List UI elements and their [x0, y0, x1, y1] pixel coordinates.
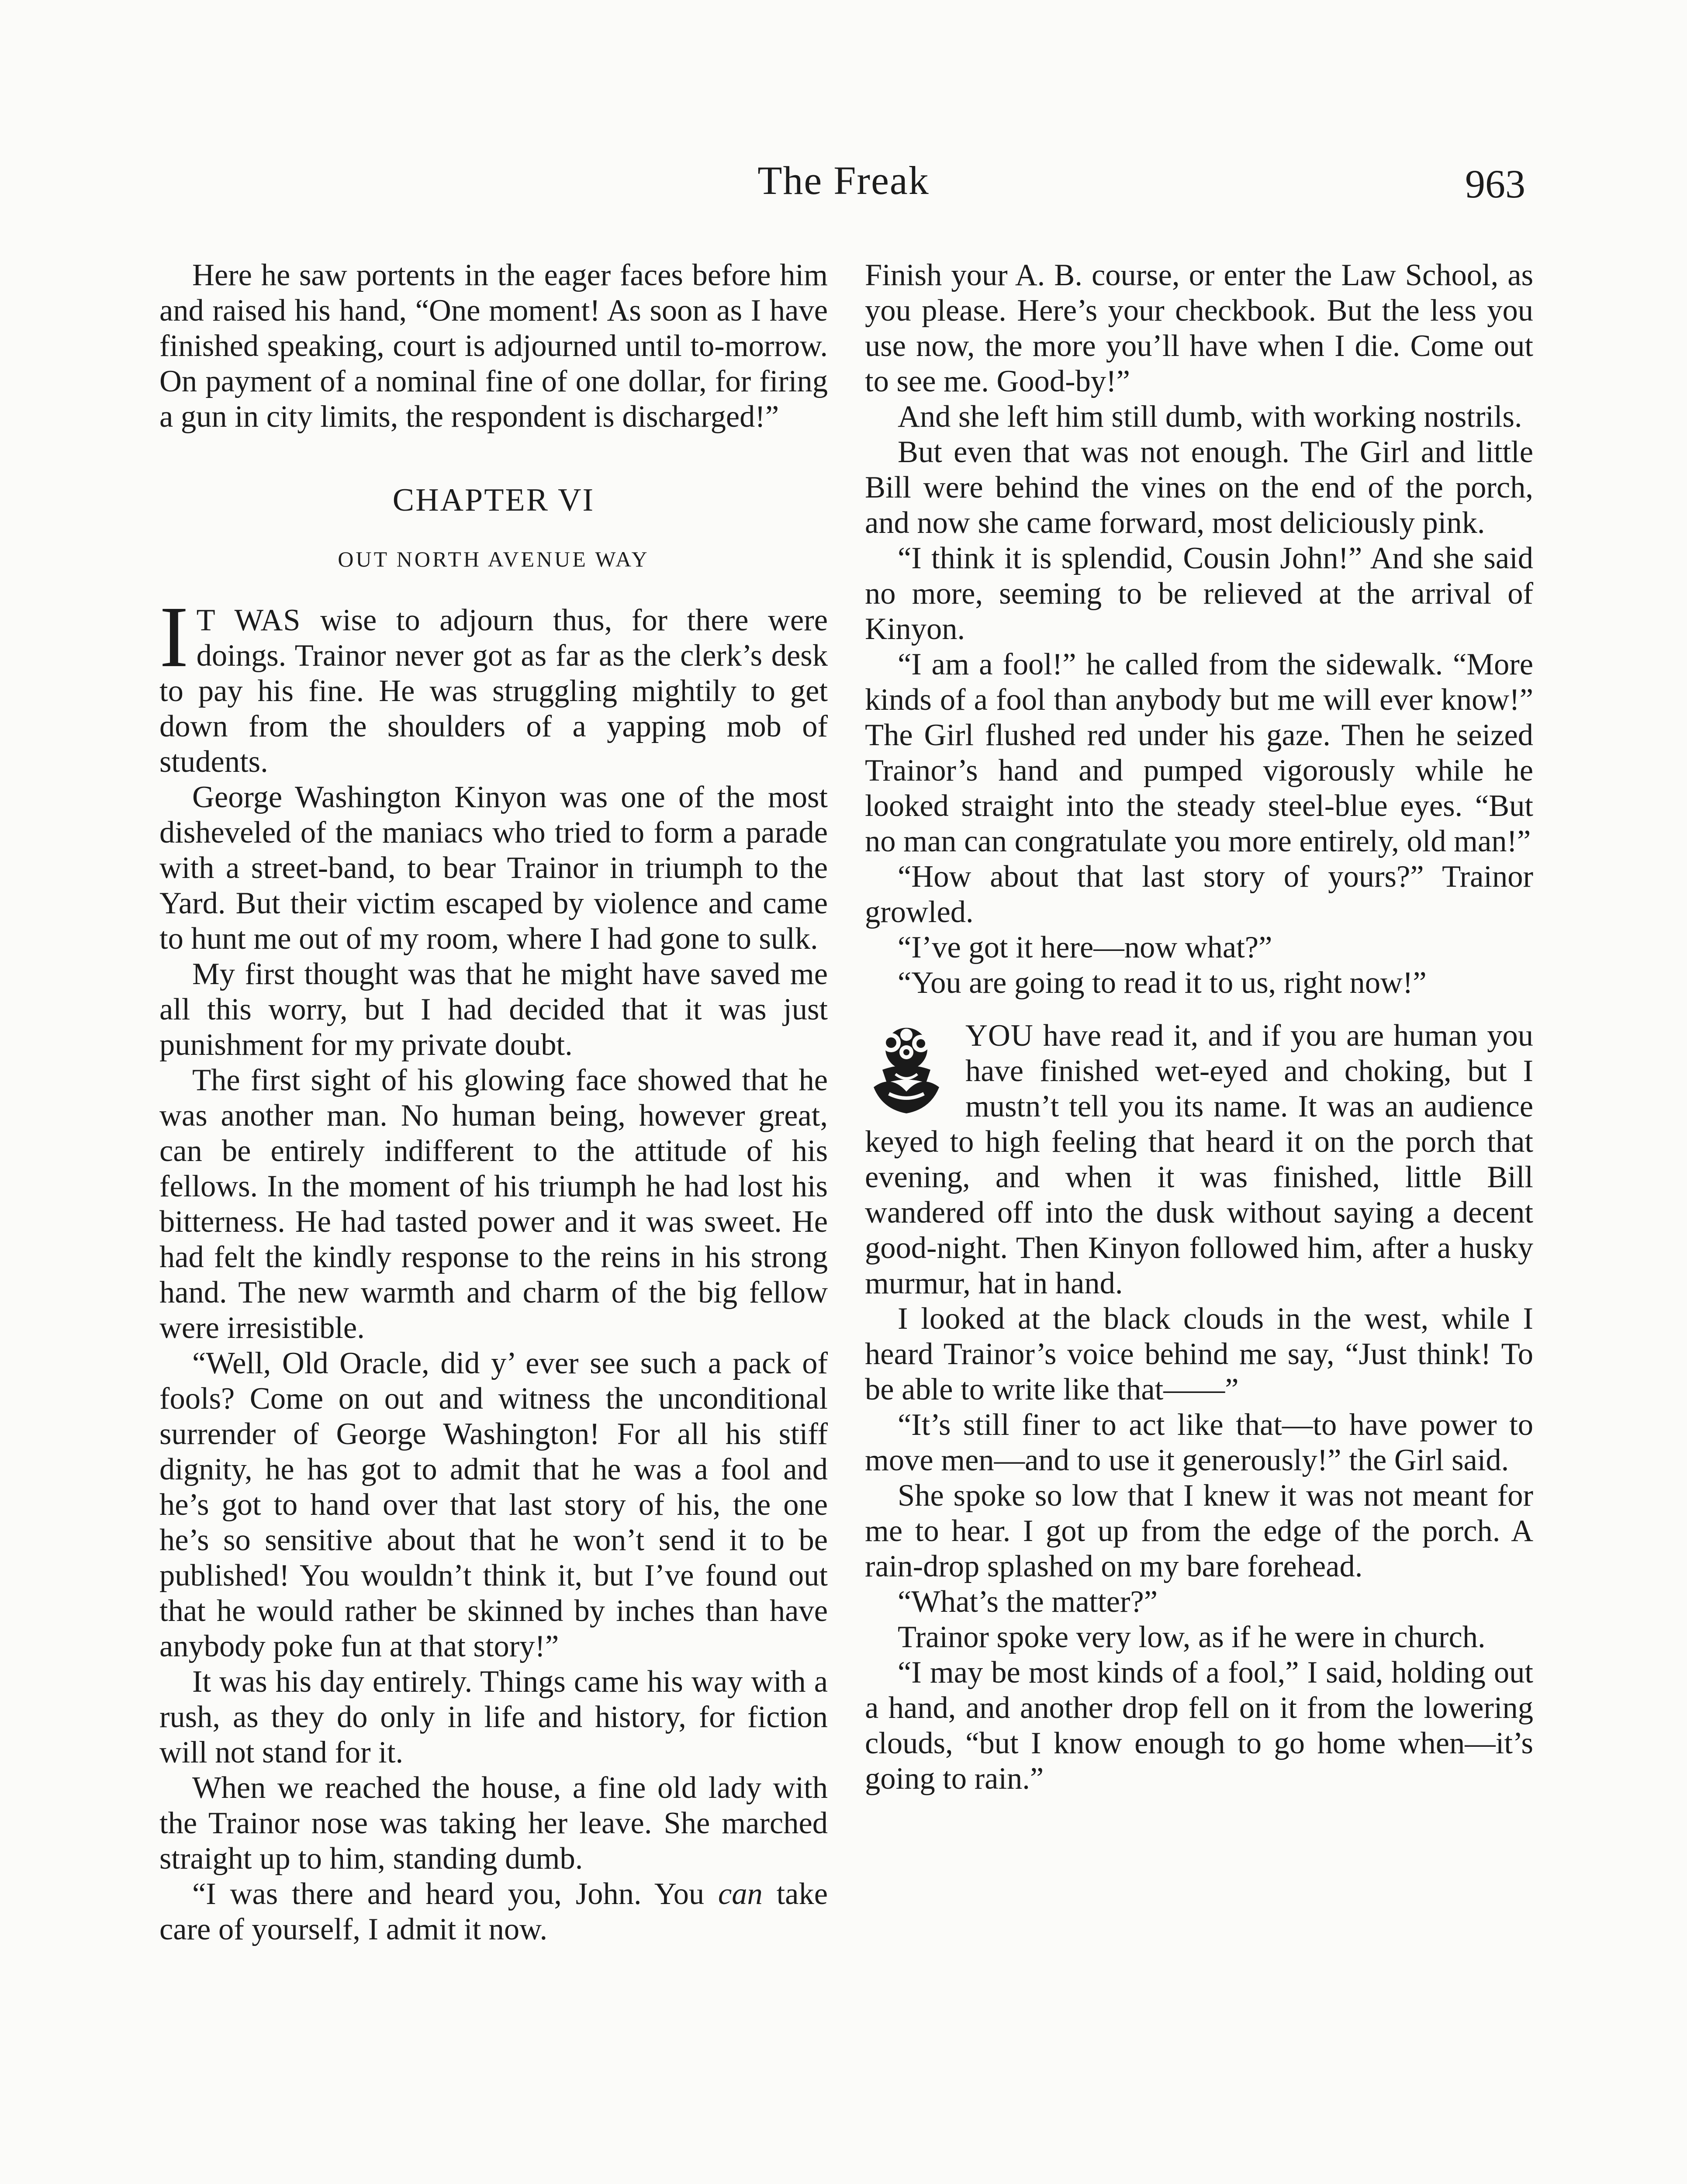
paragraph-text: wise to adjourn thus, for there were doings. Trainor never got as far as the clerk’s desk to pay his fine. He was struggling mightily to get down from the shoulders of a yapping mob of students.: [159, 603, 828, 779]
running-title: The Freak: [757, 158, 930, 203]
paragraph: “You are going to read it to us, right now!”: [898, 966, 1427, 1000]
paragraph: But even that was not enough. The Girl and little Bill were behind the vines on the end of the porch, and now she came forward, most deliciously pink.: [865, 435, 1533, 540]
paragraph: “What’s the matter?”: [898, 1585, 1158, 1619]
emphasis: can: [718, 1877, 763, 1911]
paragraph-text: “I was there and heard you, John. You: [192, 1877, 718, 1911]
paragraph: When we reached the house, a fine old lady with the Trainor nose was taking her leave. She marched straight up to him, standing dumb.: [159, 1771, 828, 1876]
paragraph: George Washington Kinyon was one of the most disheveled of the maniacs who tried to form a parade with a street-band, to bear Trainor in triumph to the Yard. But their victim escaped by violence and came to hunt me out of my room, where I had gone to sulk.: [159, 780, 828, 956]
paragraph: “How about that last story of yours?” Trainor growled.: [865, 860, 1533, 929]
paragraph: I looked at the black clouds in the west, while I heard Trainor’s voice behind me say, “Just think! To be able to write like that——”: [865, 1302, 1533, 1406]
paragraph: [159, 1876, 828, 1947]
lead-in: YOU: [965, 1019, 1034, 1053]
chapter-subtitle: OUT NORTH AVENUE WAY: [338, 547, 650, 571]
paragraph: “I am a fool!” he called from the sidewalk. “More kinds of a fool than anybody but me will ever know!” The Girl flushed red under his gaze. Then he seized Trainor’s hand and pumped vigorously while he looked straight into the steady steel-blue eyes. “But no man can congratulate you more entirely, old man!”: [865, 647, 1533, 858]
drop-cap: I: [159, 589, 189, 685]
paragraph: “I may be most kinds of a fool,” I said, holding out a hand, and another drop fell on it from the lowering clouds, “but I know enough to go home when—it’s going to rain.”: [865, 1655, 1533, 1796]
paragraph: My first thought was that he might have saved me all this worry, but I had decided that it was just punishment for my private doubt.: [159, 957, 828, 1062]
paragraph: She spoke so low that I knew it was not meant for me to hear. I got up from the edge of the porch. A rain-drop splashed on my bare forehead.: [865, 1479, 1533, 1583]
paragraph: Here he saw portents in the eager faces before him and raised his hand, “One moment! As soon as I have finished speaking, court is adjourned until to-morrow. On payment of a nominal fine of one dollar, for firing a gun in city limits, the respondent is discharged!”: [159, 258, 828, 434]
paragraph: Trainor spoke very low, as if he were in church.: [898, 1620, 1486, 1654]
paragraph-text: have read it, and if you are human you have finished wet-eyed and choking, but I mustn’t tell you its name. It was an audience keyed to high feeling that heard it on the porch that evening, and when it was finished, little Bill wandered off into the dusk without saying a decent good-night. Then Kinyon followed him, after a husky murmur, hat in hand.: [865, 1019, 1533, 1300]
chapter-opening-paragraph: [159, 589, 828, 780]
paragraph: “I think it is splendid, Cousin John!” And she said no more, seeming to be relieved at the arrival of Kinyon.: [865, 541, 1533, 646]
paragraph-text: take care of yourself, I admit it now.: [159, 1877, 828, 1946]
paragraph: Finish your A. B. course, or enter the Law School, as you please. Here’s your checkbook. But the less you use now, the more you’ll have when I die. Come out to see me. Good-by!”: [865, 258, 1533, 398]
chapter-title: CHAPTER VI: [392, 482, 595, 518]
paragraph: It was his day entirely. Things came his way with a rush, as they do only in life and history, for fiction will not stand for it.: [159, 1665, 828, 1769]
page-header: [0, 157, 1687, 227]
paragraph: “I’ve got it here—now what?”: [898, 930, 1272, 964]
floral-woodcut-icon: [865, 1022, 948, 1118]
paragraph: And she left him still dumb, with working nostrils.: [898, 400, 1522, 434]
right-column: [865, 258, 1533, 1797]
paragraph: “Well, Old Oracle, did y’ ever see such a pack of fools? Come on out and witness the unconditional surrender of George Washington! For all his stiff dignity, he has got to admit that he was a fool and he’s got to hand over that last story of his, the one he’s so sensitive about that he won’t send it to be published! You wouldn’t think it, but I’ve found out that he would rather be skinned by inches than have anybody poke fun at that story!”: [159, 1346, 828, 1663]
lead-in: T WAS: [196, 603, 301, 637]
section-opening-paragraph: [865, 1018, 1533, 1301]
left-column: [159, 258, 828, 1947]
page-number: 963: [1465, 162, 1525, 206]
paragraph: “It’s still finer to act like that—to have power to move men—and to use it generously!” the Girl said.: [865, 1408, 1533, 1477]
paragraph: The first sight of his glowing face showed that he was another man. No human being, however great, can be entirely indifferent to the attitude of his fellows. In the moment of his triumph he had lost his bitterness. He had tasted power and it was sweet. He had felt the kindly response to the reins in his strong hand. The new warmth and charm of the big fellow were irresistible.: [159, 1063, 828, 1345]
